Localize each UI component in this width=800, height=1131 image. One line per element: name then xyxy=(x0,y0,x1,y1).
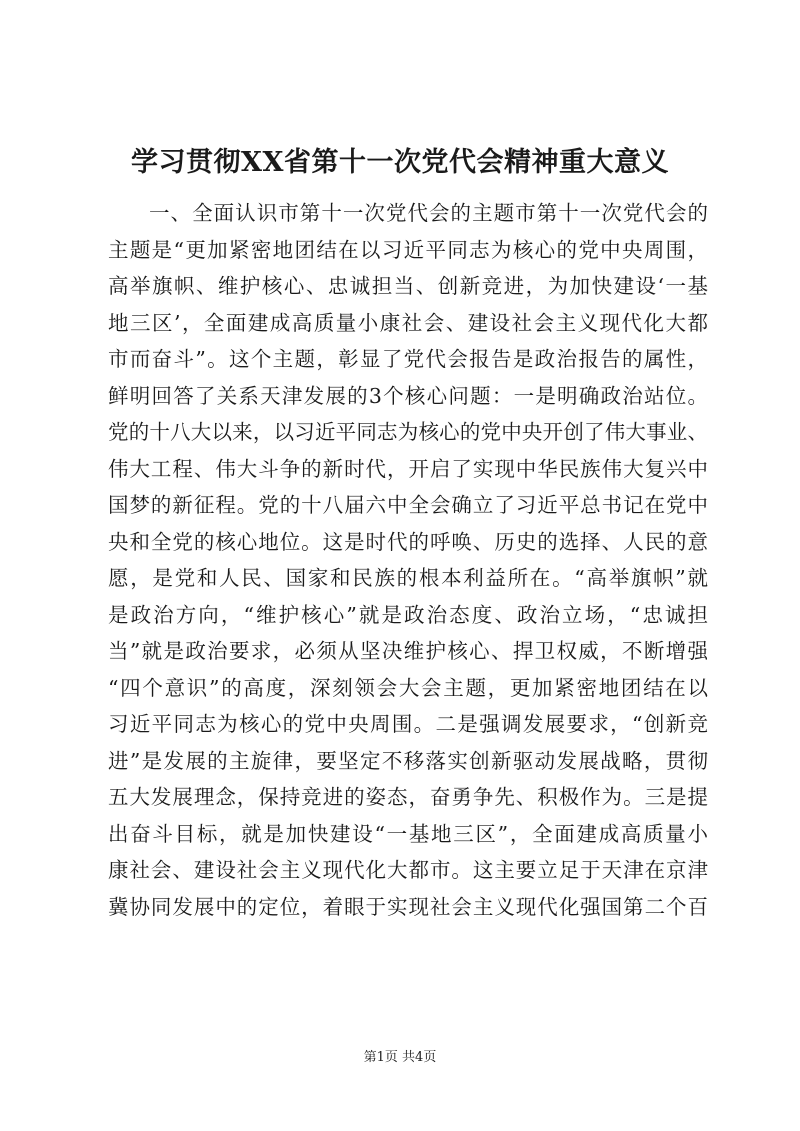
body-line: 高举旗帜、维护核心、忠诚担当、创新竞进，为加快建设‘一基 xyxy=(108,274,708,298)
page-footer: 第1页 共4页 xyxy=(363,1050,437,1065)
body-line: 党的十八大以来，以习近平同志为核心的党中央开创了伟大事业、 xyxy=(108,420,708,444)
body-line: 冀协同发展中的定位，着眼于实现社会主义现代化强国第二个百 xyxy=(108,894,708,919)
body-line: 愿，是党和人民、国家和民族的根本利益所在。“高举旗帜”就 xyxy=(108,566,708,590)
body-line: 央和全党的核心地位。这是时代的呼唤、历史的选择、人民的意 xyxy=(108,529,708,554)
body-line: 地三区’，全面建成高质量小康社会、建设社会主义现代化大都 xyxy=(108,310,708,335)
body-line: 五大发展理念，保持竞进的姿态，奋勇争先、积极作为。三是提 xyxy=(108,785,708,809)
document-title: 学习贯彻XX省第十一次党代会精神重大意义 xyxy=(131,147,669,178)
body-line: 鲜明回答了关系天津发展的3个核心问题：一是明确政治站位。 xyxy=(108,383,708,408)
body-line: 是政治方向，“维护核心”就是政治态度、政治立场，“忠诚担 xyxy=(108,602,708,627)
body-line: 伟大工程、伟大斗争的新时代，开启了实现中华民族伟大复兴中 xyxy=(108,456,708,481)
body-line: 主题是“更加紧密地团结在以习近平同志为核心的党中央周围， xyxy=(108,237,708,262)
body-line: “四个意识”的高度，深刻领会大会主题，更加紧密地团结在以 xyxy=(108,675,708,700)
body-line: 康社会、建设社会主义现代化大都市。这主要立足于天津在京津 xyxy=(108,858,708,882)
body-line: 习近平同志为核心的党中央周围。二是强调发展要求，“创新竞 xyxy=(108,712,708,736)
body-line: 当”就是政治要求，必须从坚决维护核心、捍卫权威，不断增强 xyxy=(108,639,708,663)
document-body xyxy=(108,195,708,925)
body-line: 进”是发展的主旋律，要坚定不移落实创新驱动发展战略，贯彻 xyxy=(108,748,708,773)
body-line: 国梦的新征程。党的十八届六中全会确立了习近平总书记在党中 xyxy=(108,493,708,517)
body-line: 市而奋斗”。这个主题，彰显了党代会报告是政治报告的属性， xyxy=(108,347,708,371)
body-line: 一、全面认识市第十一次党代会的主题市第十一次党代会的 xyxy=(149,201,708,225)
body-line: 出奋斗目标，就是加快建设“一基地三区”，全面建成高质量小 xyxy=(108,821,708,846)
